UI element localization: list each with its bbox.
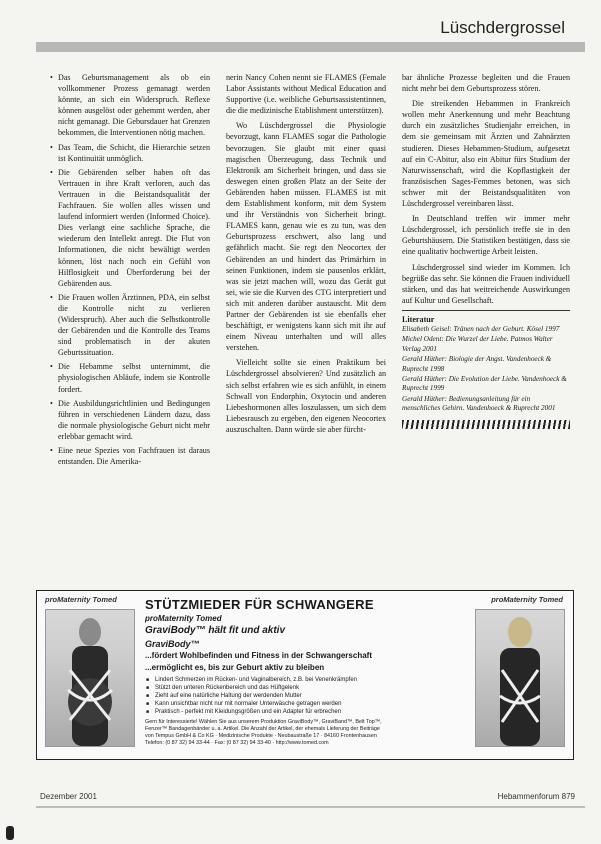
list-item: ■ Kann unsichtbar nicht nur mit normaler Unterwäsche getragen werden <box>155 700 475 708</box>
ad-gravibody-claim: GraviBody™ hält fit und aktiv <box>145 625 286 636</box>
ad-contact-line: Telefon: (0 87 32) 94 33-44 · Fax: (0 87 32) 94 33-40 · http://www.tomed.com <box>145 740 329 746</box>
pregnant-woman-photo-right <box>475 609 565 747</box>
ad-tagline-1: ...fördert Wohlbefinden und Fitness in der Schwangerschaft <box>145 651 372 660</box>
pregnant-woman-photo-left <box>45 609 135 747</box>
ad-contact-block <box>145 719 475 747</box>
list-item: • Die Gebärenden selber haben oft das Vertrauen in ihre Kraft verloren, auch das Vertrauen in die Beistandsqualität der Fachfrauen. Sie wollen alles wissen und laufend informiert werden (Informed Choice). Dies verlangt eine sachliche Sprache, die wiederum den Intellekt anregt. Die Flut von Informationen, die nicht bewältigt werden können, löst nach noch ein Gefühl von Hilflosigkeit und Überforderung bei der Gebärenden aus. <box>58 167 210 289</box>
article-column-2 <box>226 72 386 575</box>
list-item: • Die Ausbildungsrichtlinien und Bedingungen führen in verschiedenen Ländern dazu, dass die normale physiologische Geburt nicht mehr erlebbar gemacht wird. <box>58 398 210 442</box>
literature-entry: Gerald Hüther: Bedienungsanleitung für ein menschliches Gehirn. Vandenhoeck & Ruprecht 2001 <box>402 394 556 413</box>
article-column-1 <box>50 72 210 575</box>
footer-date: Dezember 2001 <box>40 792 97 801</box>
list-item: ■ Praktisch - perfekt mit Kleidungsgrößen und ein Adapter für erbrechen <box>155 708 475 716</box>
ad-tagline-2: ...ermöglicht es, bis zur Geburt aktiv zu bleiben <box>145 663 325 672</box>
advertisement-box <box>36 590 574 760</box>
ad-contact-line: von Tempus GmbH & Co KG · Medizinische Produkte · Neubaustraße 17 · 84160 Frontenhausen <box>145 733 377 739</box>
paragraph: Wo Lüschdergrossel die Physiologie bevorzugt, kann FLAMES sogar die Pathologie bevorzugen. Sie glaubt mit einer quasi magischen Überzeugung, dass Technik und Elektronik am Sicherheit bringen, und dass sie deswegen einen großen Platz an der Seite der Gebärenden haben müssen. FLAMES ist mit dem Establishment konform, mit dem System und ihr Verständnis von Sicherheit bringt. FLAMES kann, genau wie es zu tun, was den Geburtsprozess erschwert, also lang und gefährlich macht. Sie regt den Neocortex der Gebärenden an und hindert das Primärhirn in seinen Funktionen, indem sie pausenlos erklärt, was sie jetzt machen will, wozu das Gerät gut sei, wie sie die Kurven des CTG interpretiert und sich mit anderen darüber austauscht. Mit dem Partner der Gebärenden ist sie ebenfalls eher beschäftigt, er wenigstens kann sich mit ihr auf einem Niveau unterhalten und will alles verstehen. <box>226 121 386 353</box>
list-item: • Eine neue Spezies von Fachfrauen ist daraus entstanden. Die Amerika- <box>58 445 210 467</box>
list-item: • Die Frauen wollen Ärztinnen, PDA, ein selbst die Kontrolle nicht zu verlieren (Widerspruch). Aber auch die Selbstkontrolle der Gebärenden und die Kontrolle des Teams sind problematisch in der akuten Geburtssituation. <box>58 292 210 359</box>
list-item: ■ Stützt den unteren Rückenbereich und das Hüftgelenk <box>155 684 475 692</box>
literature-heading: Literatur <box>402 310 570 325</box>
paragraph: Die streikenden Hebammen in Frankreich wollen mehr Anerkennung und mehr Beachtung durch ein zusätzliches Studienjahr erreichen, in dem sie gemeinsam mit Ärzten und Zahnärzten studieren. Dieses Hebammen-Studium, aufgesetzt auf ein C-Abitur, also ein Abitur fürs Studium der Naturwissenschaft, wird die Kopflastigkeit der französischen Sages-Femmes betonen, was sich schwer mit der Beistandsqualitäten von Lüschdergrossel vereinbaren lässt. <box>402 99 570 209</box>
ad-headline: STÜTZMIEDER FÜR SCHWANGERE <box>145 597 374 612</box>
footer-rule <box>36 806 585 808</box>
list-item: ■ Zieht auf eine natürliche Haltung der werdenden Mutter <box>155 692 475 700</box>
end-stripe-ornament <box>402 420 570 429</box>
ad-brand-subline: proMaternity Tomed <box>145 614 222 623</box>
list-item: • Die Hebamme selbst unternimmt, die physiologischen Abläufe, indem sie Kontrolle fordert. <box>58 361 210 394</box>
ad-contact-line: Gern für Interessierte! Wählen Sie aus unserem Produktion GraviBody™, GraviBand™, Belt Top™, <box>145 719 382 725</box>
list-item: • Das Team, die Schicht, die Hierarchie setzen ist Kontinuität unmöglich. <box>58 142 210 164</box>
ad-benefit-list <box>145 676 475 716</box>
ad-contact-line: Fenzer™ Bandagenbänder u. a. Artikel. Die Anzahl der Artikel, der ehemals Lieferung der Beiträge <box>145 726 380 732</box>
literature-entry: Gerald Hüther: Die Evolution der Liebe. Vandenhoeck & Ruprecht 1999 <box>402 375 567 393</box>
paragraph: In Deutschland treffen wir immer mehr Lüschdergrossel, ich persönlich treffe sie in den Geburtshäusern. Die Statistiken bestätigen, dass sie eine qualitativ hochwertige Arbeit leisten. <box>402 214 570 257</box>
paragraph: nerin Nancy Cohen nennt sie FLAMES (Female Labor Assistants without Medical Education and Supportive (i.e. weibliche Geburtsassistentinnen, die die medizinische Etablishment unterstützen). <box>226 73 386 116</box>
header-rule <box>36 42 585 52</box>
ad-gravibody-name: GraviBody™ <box>145 639 200 649</box>
list-item: • Das Geburtsmanagement als ob ein vollkommener Prozess gemanagt werden könnte, an sich ein Widerspruch. Reflexe können ausgelöst oder gehemmt werden, aber nicht gemanagt. Die Gebursdauer hat Grenzen bekommen, die Interventionen nötig machen. <box>58 72 210 139</box>
literature-entry: Elisabeth Geisel: Tränen nach der Geburt. Kösel 1997 <box>402 324 560 333</box>
literature-entry: Michel Odent: Die Wurzel der Liebe. Patmos Walter Verlag 2001 <box>402 335 553 353</box>
list-item: ■ Lindert Schmerzen im Rücken- und Vaginalbereich, z.B. bei Venenkrämpfen <box>155 676 475 684</box>
ad-brand-right: proMaternity Tomed <box>491 595 563 604</box>
ad-copy <box>145 597 475 747</box>
bullet-list <box>50 72 210 467</box>
literature-entry: Gerald Hüther: Biologie der Angst. Vandenhoeck & Ruprecht 1998 <box>402 355 552 373</box>
paragraph: Lüschdergrossel sind wieder im Kommen. Ich begrüße das sehr. Sie können die Frauen individuell stärken, und das hat weitreichende Auswirkungen auf Kultur und Gesellschaft. <box>402 262 570 305</box>
paragraph: Vielleicht sollte sie einen Praktikum bei Lüschdergrossel absolvieren? Und zusätzlich an sich selbst erfahren wie es sich anfühlt, in einem Schwall von Endorphin, Oxytocin und anderen Liebeshormonen alles loszulassen, um sich dem Liebesrausch zu ergeben, den eigenen Neocortex auszuschalten. Dann würde sie aber fürcht- <box>226 358 386 434</box>
footer-page-number: Hebammenforum 879 <box>497 792 575 801</box>
scan-corner-mark <box>6 826 14 840</box>
paragraph: bar ähnliche Prozesse begleiten und die Frauen nicht mehr bei dem Geburtsprozess stören. <box>402 73 570 94</box>
running-header-title: Lüschdergrossel <box>440 18 565 37</box>
ad-brand-left: proMaternity Tomed <box>45 595 117 604</box>
article-column-3 <box>402 72 570 582</box>
